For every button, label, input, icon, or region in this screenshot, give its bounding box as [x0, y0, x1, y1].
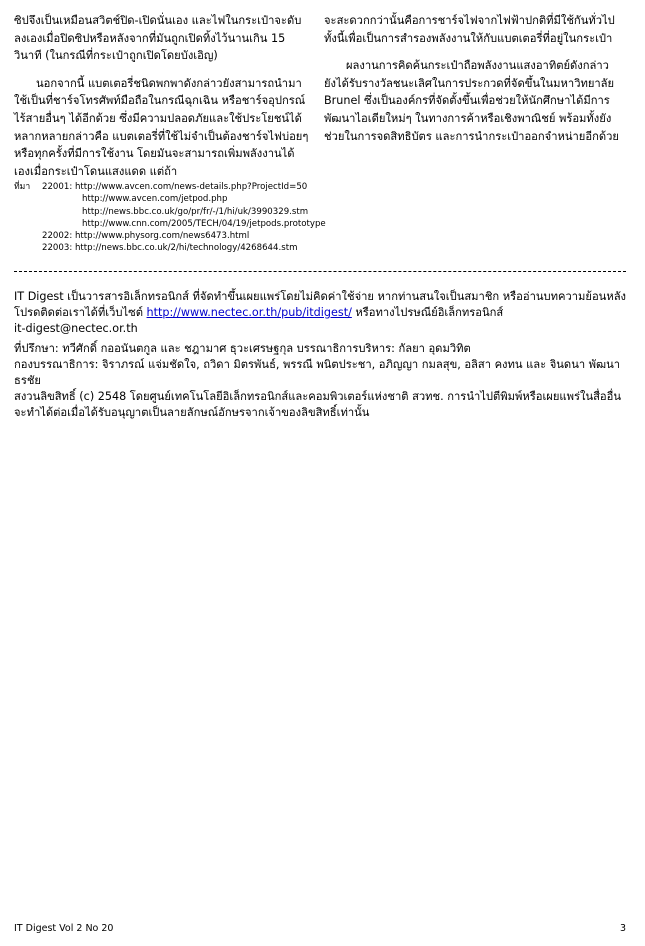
advisors-line: ที่ปรึกษา: ทวีศักดิ์ กออนันตกูล และ ชฎามาศ ธุวะเศรษฐกุล บรรณาธิการบริหาร: กัลยา อุดมวิทิต	[14, 342, 471, 355]
website-link[interactable]: http://www.nectec.or.th/pub/itdigest/	[146, 306, 352, 319]
right-column	[324, 12, 620, 145]
intro-text-2: หรือทางไปรษณีย์อิเล็กทรอนิกส์	[355, 306, 504, 319]
left-column	[14, 12, 310, 180]
right-paragraph-1: จะสะดวกกว่านั้นคือการชาร์จไฟจากไฟฟ้าปกติที่มีใช้กันทั่วไป ทั้งนี้เพื่อเป็นการสำรองพลังงานให้กับแบตเตอรี่ที่อยู่ในกระเป๋า	[324, 14, 615, 45]
publication-info	[14, 289, 626, 421]
left-paragraph-1: ซิปจึงเป็นเหมือนสวิตช์ปิด-เปิดนั่นเอง และไฟในกระเป๋าจะดับลงเองเมื่อปิดซิปหรือหลังจากที่มันถูกเปิดทิ้งไว้นานเกิน 15 วินาที (ในกรณีที่กระเป๋าถูกเปิดโดยบังเอิญ)	[14, 14, 302, 63]
source-line: http://www.avcen.com/jetpod.php	[82, 194, 228, 205]
page-footer	[14, 923, 626, 934]
source-line: 22002: http://www.physorg.com/news6473.html	[42, 231, 250, 242]
left-paragraph-2: นอกจากนี้ แบตเตอรี่ชนิดพกพาดังกล่าวยังสามารถนำมาใช้เป็นที่ชาร์จโทรศัพท์มือถือในกรณีฉุกเฉิน หรือชาร์จอุปกรณ์ไร้สายอื่นๆ ได้อีกด้วย ซึ่งมีความปลอดภัยและใช้ประโยชน์ได้หลากหลายกล่าวคือ แบตเตอรี่ที่ใช้ไม่จำเป็นต้องชาร์จไฟบ่อยๆ หรือทุกครั้งที่มีการใช้งาน โดยมันจะสามารถเพิ่มพลังงานได้เองเมื่อกระเป๋าโดนแสงแดด แต่ถ้า	[14, 76, 309, 178]
source-line: 22001: http://www.avcen.com/news-details.php?ProjectId=50	[42, 182, 308, 192]
page-number: 3	[619, 923, 626, 934]
right-paragraph-2: ผลงานการคิดค้นกระเป๋าถือพลังงานแสงอาทิตย์ดังกล่าวยังได้รับรางวัลชนะเลิศในการประกวดที่จัดขึ้นในมหาวิทยาลัย Brunel ซึ่งเป็นองค์กรที่จัดตั้งขึ้นเพื่อช่วยให้นักศึกษาได้มีการพัฒนาไอเดียใหม่ๆ ในทางการค้าหรือเชิงพาณิชย์ พร้อมทั้งยังช่วยในการจดสิทธิบัตร และการนำกระเป๋าออกจำหน่ายอีกด้วย	[324, 59, 619, 143]
copyright-line: สงวนลิขสิทธิ์ (c) 2548 โดยศูนย์เทคโนโลยีอิเล็กทรอนิกส์และคอมพิวเตอร์แห่งชาติ สวทช. การนำไปตีพิมพ์หรือเผยแพร่ในสื่ออื่นจะทำได้ต่อเมื่อได้รับอนุญาตเป็นลายลักษณ์อักษรจากเจ้าของลิขสิทธิ์เท่านั้น	[14, 390, 622, 419]
intro-paragraph	[14, 289, 626, 337]
source-line: http://news.bbc.co.uk/go/pr/fr/-/1/hi/uk/3990329.stm	[82, 206, 309, 217]
editors-line: กองบรรณาธิการ: จิราภรณ์ แจ่มชัดใจ, ถวิดา มิตรพันธ์, พรรณี พนิตประชา, อภิญญา กมลสุข, อลิสา คงทน และ จินดนา พัฒนาธรชัย	[14, 358, 621, 387]
source-line: http://www.cnn.com/2005/TECH/04/19/jetpods.prototype	[82, 218, 326, 229]
sources-section	[14, 181, 614, 255]
sources-label: ที่มา	[14, 182, 31, 192]
source-line: 22003: http://news.bbc.co.uk/2/hi/technology/4268644.stm	[42, 243, 298, 254]
email-address: it-digest@nectec.or.th	[14, 322, 138, 335]
dashed-divider	[14, 271, 626, 272]
intro-text: IT Digest เป็นวารสารอิเล็กทรอนิกส์ ที่จัดทำขึ้นเผยแพร่โดยไม่คิดค่าใช้จ่าย หากท่านสนใจเป็นสมาชิก หรืออ่านบทความย้อนหลัง โปรดติดต่อเราได้ที่เว็บไซต์	[14, 290, 627, 319]
publication-name: IT Digest Vol 2 No 20	[14, 923, 114, 934]
